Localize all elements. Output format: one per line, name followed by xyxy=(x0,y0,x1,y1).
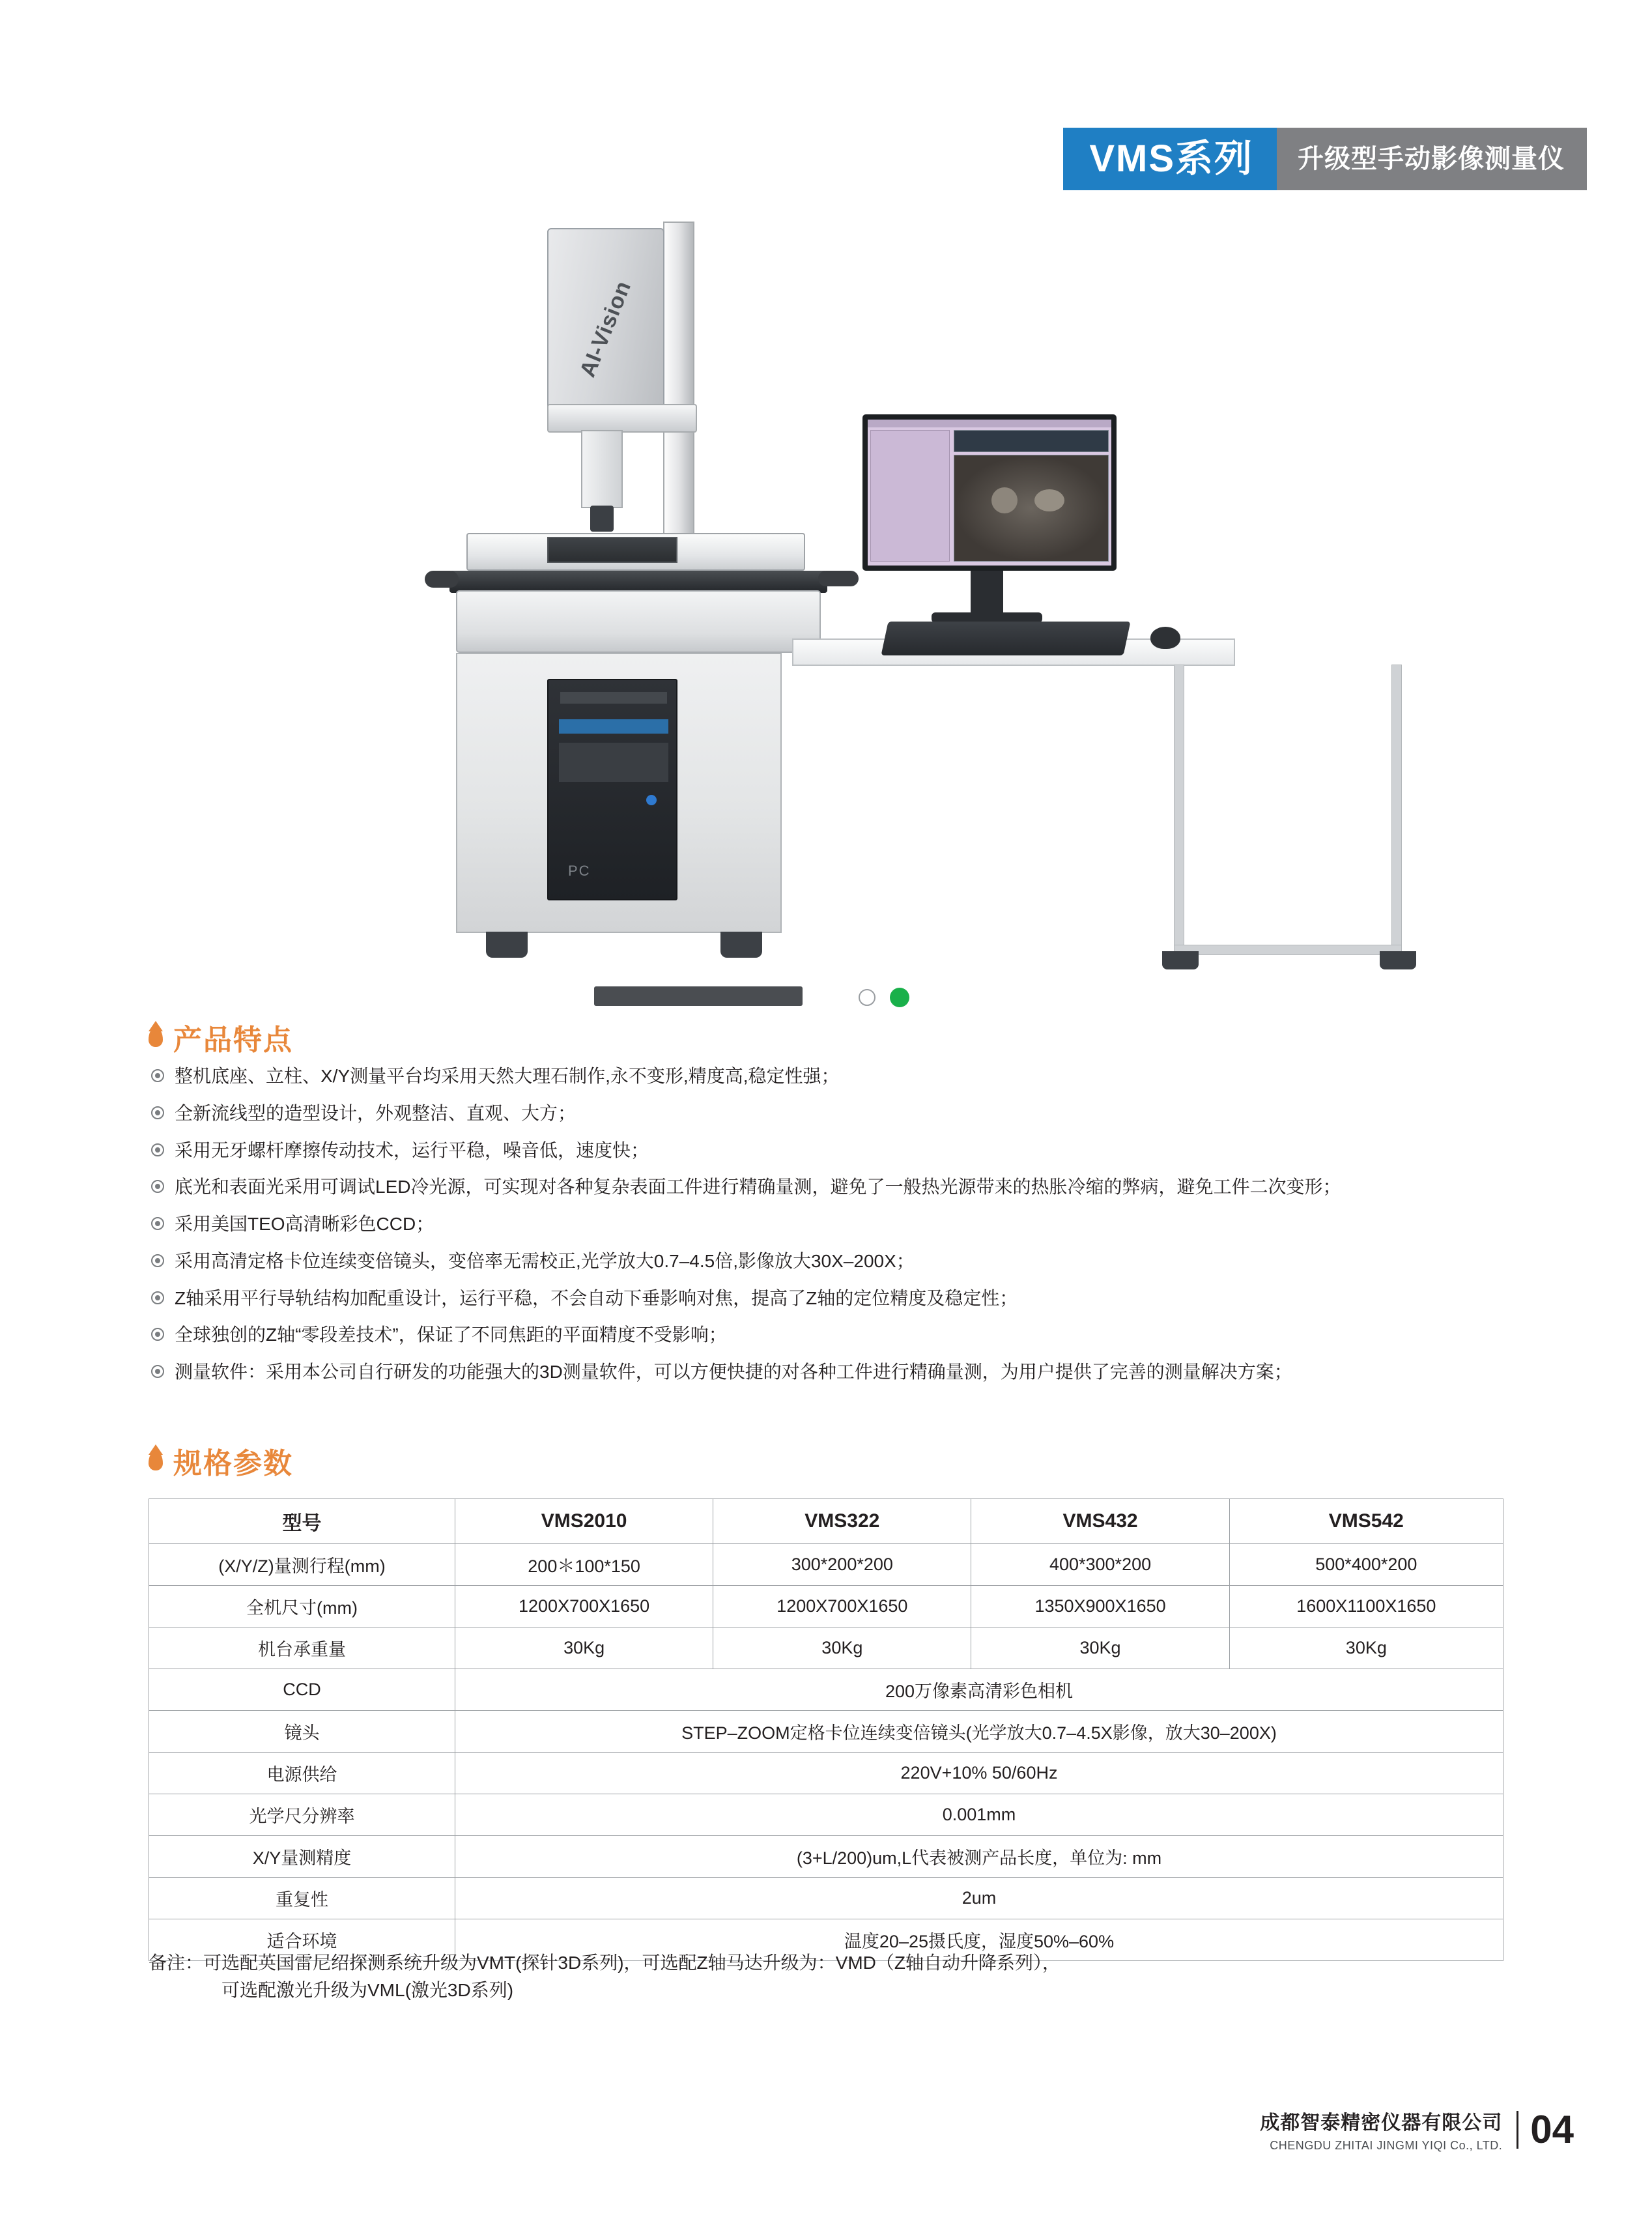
bullet-icon xyxy=(151,1365,164,1378)
bullet-icon xyxy=(151,1143,164,1156)
base-label-strip xyxy=(594,986,803,1006)
stage-knob-left xyxy=(425,571,459,588)
row-label: 光学尺分辨率 xyxy=(149,1794,455,1836)
specs-section-title xyxy=(149,1440,293,1482)
desk-foot-left xyxy=(1162,951,1199,969)
workpiece-feature-b xyxy=(1034,489,1064,511)
row-label: 电源供给 xyxy=(149,1753,455,1794)
list-item xyxy=(151,1322,1532,1348)
bullet-icon xyxy=(151,1106,164,1119)
row-label: 镜头 xyxy=(149,1711,455,1753)
pc-power-led-icon xyxy=(646,795,657,805)
cell-value: 200万像素高清彩色相机 xyxy=(455,1669,1503,1711)
pc-front-panel xyxy=(559,719,668,734)
list-item xyxy=(151,1063,1532,1089)
features-section-title xyxy=(149,1016,293,1058)
pc-drive-bay xyxy=(560,692,667,704)
machine-foot-right xyxy=(720,932,762,958)
cell-value: 1200X700X1650 xyxy=(455,1586,713,1627)
list-item xyxy=(151,1100,1532,1126)
company-name-cn: 成都智泰精密仪器有限公司 xyxy=(1260,2112,1503,2134)
cell-value: (3+L/200)um,L代表被测产品长度，单位为: mm xyxy=(455,1836,1503,1878)
workpiece-feature-a xyxy=(991,487,1018,513)
page-number: 04 xyxy=(1530,2107,1574,2151)
column-header-model: 型号 xyxy=(149,1499,455,1544)
bullet-icon xyxy=(151,1180,164,1193)
machine-column xyxy=(663,222,694,547)
list-item xyxy=(151,1174,1532,1200)
pc-vent-panel xyxy=(559,743,668,782)
droplet-icon xyxy=(149,1451,163,1470)
table-row xyxy=(149,1669,1503,1711)
feature-text: 全球独创的Z轴“零段差技术”，保证了不同焦距的平面精度不受影响； xyxy=(175,1325,727,1345)
cell-value: 500*400*200 xyxy=(1229,1544,1503,1586)
product-photo xyxy=(352,208,1329,977)
stage-glass xyxy=(547,537,677,563)
monitor-stand xyxy=(971,571,1003,614)
machine-lens xyxy=(590,506,614,532)
start-button-icon xyxy=(890,988,909,1007)
monitor xyxy=(862,414,1117,571)
list-item xyxy=(151,1285,1532,1312)
row-label: 全机尺寸(mm) xyxy=(149,1586,455,1627)
cell-value: 30Kg xyxy=(971,1627,1229,1669)
table-row xyxy=(149,1753,1503,1794)
table-row xyxy=(149,1627,1503,1669)
page-header-banner xyxy=(1063,128,1587,190)
software-camera-view xyxy=(954,455,1109,562)
desk-crossbar xyxy=(1174,945,1402,955)
power-button-icon xyxy=(859,989,876,1006)
bullet-icon xyxy=(151,1291,164,1304)
bullet-icon xyxy=(151,1328,164,1341)
stage-rail xyxy=(449,571,827,593)
page-footer xyxy=(1260,2106,1574,2153)
row-label: 重复性 xyxy=(149,1878,455,1919)
cell-value: 0.001mm xyxy=(455,1794,1503,1836)
desk-leg-right xyxy=(1391,665,1402,958)
list-item xyxy=(151,1211,1532,1237)
row-label: 适合环境 xyxy=(149,1919,455,1961)
machine-optics-tube xyxy=(581,430,623,508)
table-row xyxy=(149,1711,1503,1753)
column-header-vms542: VMS542 xyxy=(1229,1499,1503,1544)
software-readout-panel xyxy=(954,430,1109,452)
cell-value: 400*300*200 xyxy=(971,1544,1229,1586)
feature-text: 采用美国TEO高清晰彩色CCD； xyxy=(175,1214,434,1234)
cell-value: 30Kg xyxy=(1229,1627,1503,1669)
feature-text: Z轴采用平行导轨结构加配重设计，运行平稳，不会自动下垂影响对焦，提高了Z轴的定位精度及稳定性； xyxy=(175,1287,1018,1308)
row-label: CCD xyxy=(149,1669,455,1711)
machine-brand-label: AI-Vision xyxy=(575,277,636,381)
desk-foot-right xyxy=(1380,951,1416,969)
feature-text: 底光和表面光采用可调试LED冷光源，可实现对各种复杂表面工件进行精确量测，避免了一般热光源带来的热胀冷缩的弊病，避免工件二次变形； xyxy=(175,1177,1341,1197)
series-subtitle: 升级型手动影像测量仪 xyxy=(1277,128,1587,190)
software-side-panel xyxy=(870,430,950,562)
bullet-icon xyxy=(151,1254,164,1267)
note-line-2: 可选配激光升级为VML(激光3D系列) xyxy=(221,1980,514,2000)
table-row xyxy=(149,1586,1503,1627)
bullet-icon xyxy=(151,1217,164,1230)
droplet-icon xyxy=(149,1027,163,1047)
cell-value: 220V+10% 50/60Hz xyxy=(455,1753,1503,1794)
cell-value: 300*200*200 xyxy=(713,1544,971,1586)
machine-head xyxy=(547,228,664,430)
cell-value: 1200X700X1650 xyxy=(713,1586,971,1627)
footer-company xyxy=(1260,2106,1502,2153)
feature-text: 整机底座、立柱、X/Y测量平台均采用天然大理石制作,永不变形,精度高,稳定性强； xyxy=(175,1066,840,1086)
cell-value: 2um xyxy=(455,1878,1503,1919)
cell-value: 200＊100*150 xyxy=(455,1544,713,1586)
row-label: (X/Y/Z)量测行程(mm) xyxy=(149,1544,455,1586)
row-label: X/Y量测精度 xyxy=(149,1836,455,1878)
list-item xyxy=(151,1248,1532,1274)
company-name-en: CHENGDU ZHITAI JINGMI YIQI Co., LTD. xyxy=(1270,2139,1503,2152)
cell-value: 1350X900X1650 xyxy=(971,1586,1229,1627)
column-header-vms2010: VMS2010 xyxy=(455,1499,713,1544)
table-row xyxy=(149,1836,1503,1878)
pc-brand-label: PC xyxy=(568,863,591,879)
specs-title-text: 规格参数 xyxy=(173,1448,293,1480)
monitor-screen xyxy=(868,420,1111,566)
series-title: VMS系列 xyxy=(1063,128,1277,190)
cell-value: 1600X1100X1650 xyxy=(1229,1586,1503,1627)
desk-leg-left xyxy=(1174,665,1184,958)
features-title-text: 产品特点 xyxy=(173,1024,293,1056)
footer-divider xyxy=(1517,2111,1518,2149)
list-item xyxy=(151,1359,1532,1385)
cell-value: STEP–ZOOM定格卡位连续变倍镜头(光学放大0.7–4.5X影像，放大30–200X) xyxy=(455,1711,1503,1753)
feature-text: 采用高清定格卡位连续变倍镜头，变倍率无需校正,光学放大0.7–4.5倍,影像放大30X–200X； xyxy=(175,1250,915,1271)
table-header-row xyxy=(149,1499,1503,1544)
cell-value: 30Kg xyxy=(455,1627,713,1669)
machine-arm xyxy=(547,404,697,433)
table-row xyxy=(149,1544,1503,1586)
pc-tower xyxy=(547,679,677,900)
mouse xyxy=(1150,627,1180,649)
machine-base xyxy=(456,590,821,653)
column-header-vms432: VMS432 xyxy=(971,1499,1229,1544)
stage-knob-right xyxy=(818,571,859,586)
column-header-vms322: VMS322 xyxy=(713,1499,971,1544)
cell-value: 温度20–25摄氏度，湿度50%–60% xyxy=(455,1919,1503,1961)
features-list xyxy=(151,1063,1532,1396)
table-row xyxy=(149,1878,1503,1919)
note-line-1: 备注：可选配英国雷尼绍探测系统升级为VMT(探针3D系列)，可选配Z轴马达升级为：VMD（Z轴自动升降系列）， xyxy=(149,1953,1061,1973)
keyboard xyxy=(881,622,1130,655)
software-toolbar xyxy=(868,420,1111,427)
specs-note xyxy=(149,1949,1061,2004)
table-row xyxy=(149,1794,1503,1836)
list-item xyxy=(151,1138,1532,1164)
machine-foot-left xyxy=(486,932,528,958)
cell-value: 30Kg xyxy=(713,1627,971,1669)
feature-text: 全新流线型的造型设计，外观整洁、直观、大方； xyxy=(175,1102,577,1123)
feature-text: 采用无牙螺杆摩擦传动技术，运行平稳，噪音低，速度快； xyxy=(175,1140,649,1160)
bullet-icon xyxy=(151,1069,164,1082)
feature-text: 测量软件：采用本公司自行研发的功能强大的3D测量软件，可以方便快捷的对各种工件进行精确量测，为用户提供了完善的测量解决方案； xyxy=(175,1362,1292,1382)
specifications-table xyxy=(149,1498,1503,1961)
row-label: 机台承重量 xyxy=(149,1627,455,1669)
